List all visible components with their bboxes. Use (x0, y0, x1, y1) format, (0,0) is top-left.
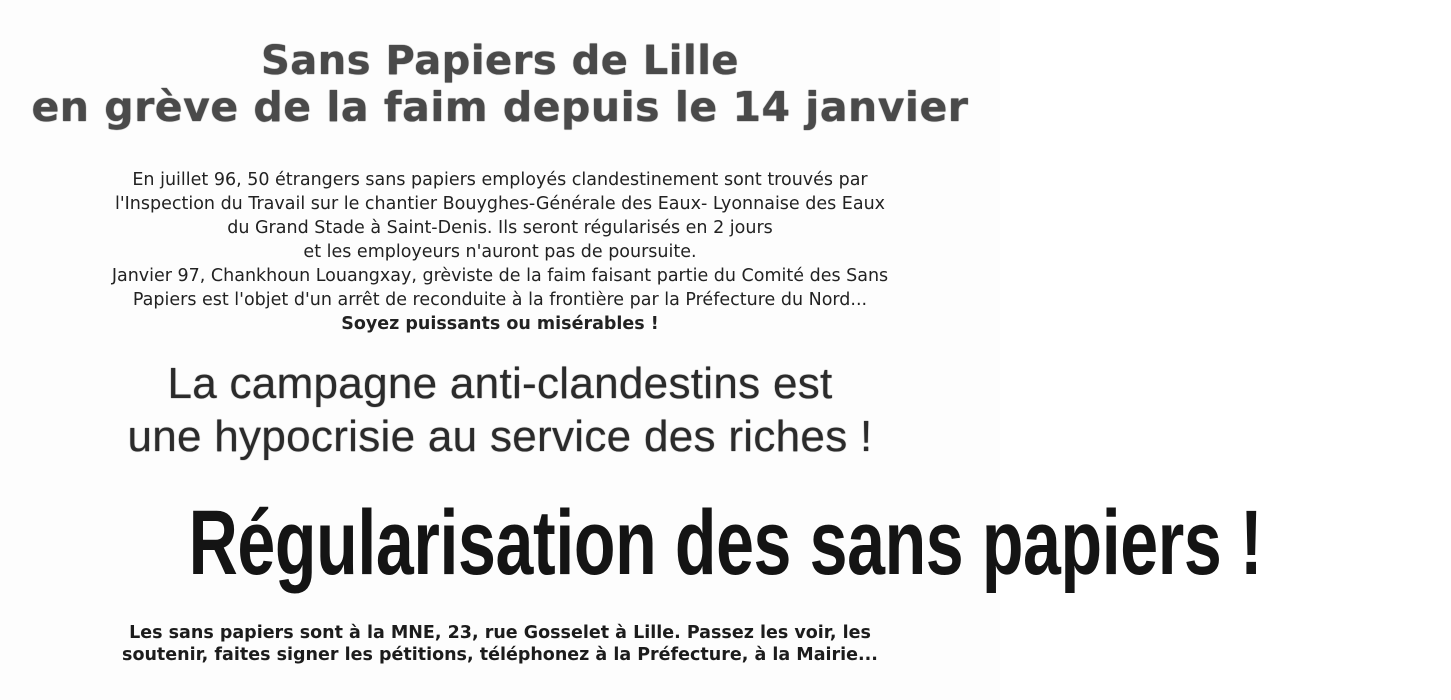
footer-line-2: soutenir, faites signer les pétitions, téléphonez à la Préfecture, à la Mairie... (122, 645, 878, 665)
intro-closing-line: Soyez puissants ou misérables ! (341, 314, 659, 334)
intro-paragraph (0, 168, 1000, 336)
headline (0, 488, 1263, 608)
footer-info (0, 622, 1000, 666)
intro-line: En juillet 96, 50 étrangers sans papiers employés clandestinement sont trouvés par (132, 170, 868, 190)
leaflet-title (0, 38, 1000, 130)
intro-line: l'Inspection du Travail sur le chantier Bouyghes-Générale des Eaux- Lyonnaise des Eaux (114, 194, 886, 214)
title-line-2: en grève de la faim depuis le 14 janvier (31, 83, 969, 131)
headline-text: Régularisation des sans papiers ! (188, 492, 1263, 594)
intro-line: Janvier 97, Chankhoun Louangxay, grèviste de la faim faisant partie du Comité des Sans (111, 266, 889, 286)
slogan (0, 357, 1000, 463)
intro-line: du Grand Stade à Saint-Denis. Ils seront régularisés en 2 jours (227, 218, 773, 238)
footer-line-1: Les sans papiers sont à la MNE, 23, rue Gosselet à Lille. Passez les voir, les (129, 623, 871, 643)
slogan-line-1: La campagne anti-clandestins est (167, 359, 833, 408)
intro-line: Papiers est l'objet d'un arrêt de reconduite à la frontière par la Préfecture du Nord... (132, 290, 868, 310)
slogan-line-2: une hypocrisie au service des riches ! (127, 412, 873, 461)
title-line-1: Sans Papiers de Lille (260, 38, 740, 84)
intro-line: et les employeurs n'auront pas de poursuite. (303, 242, 697, 262)
